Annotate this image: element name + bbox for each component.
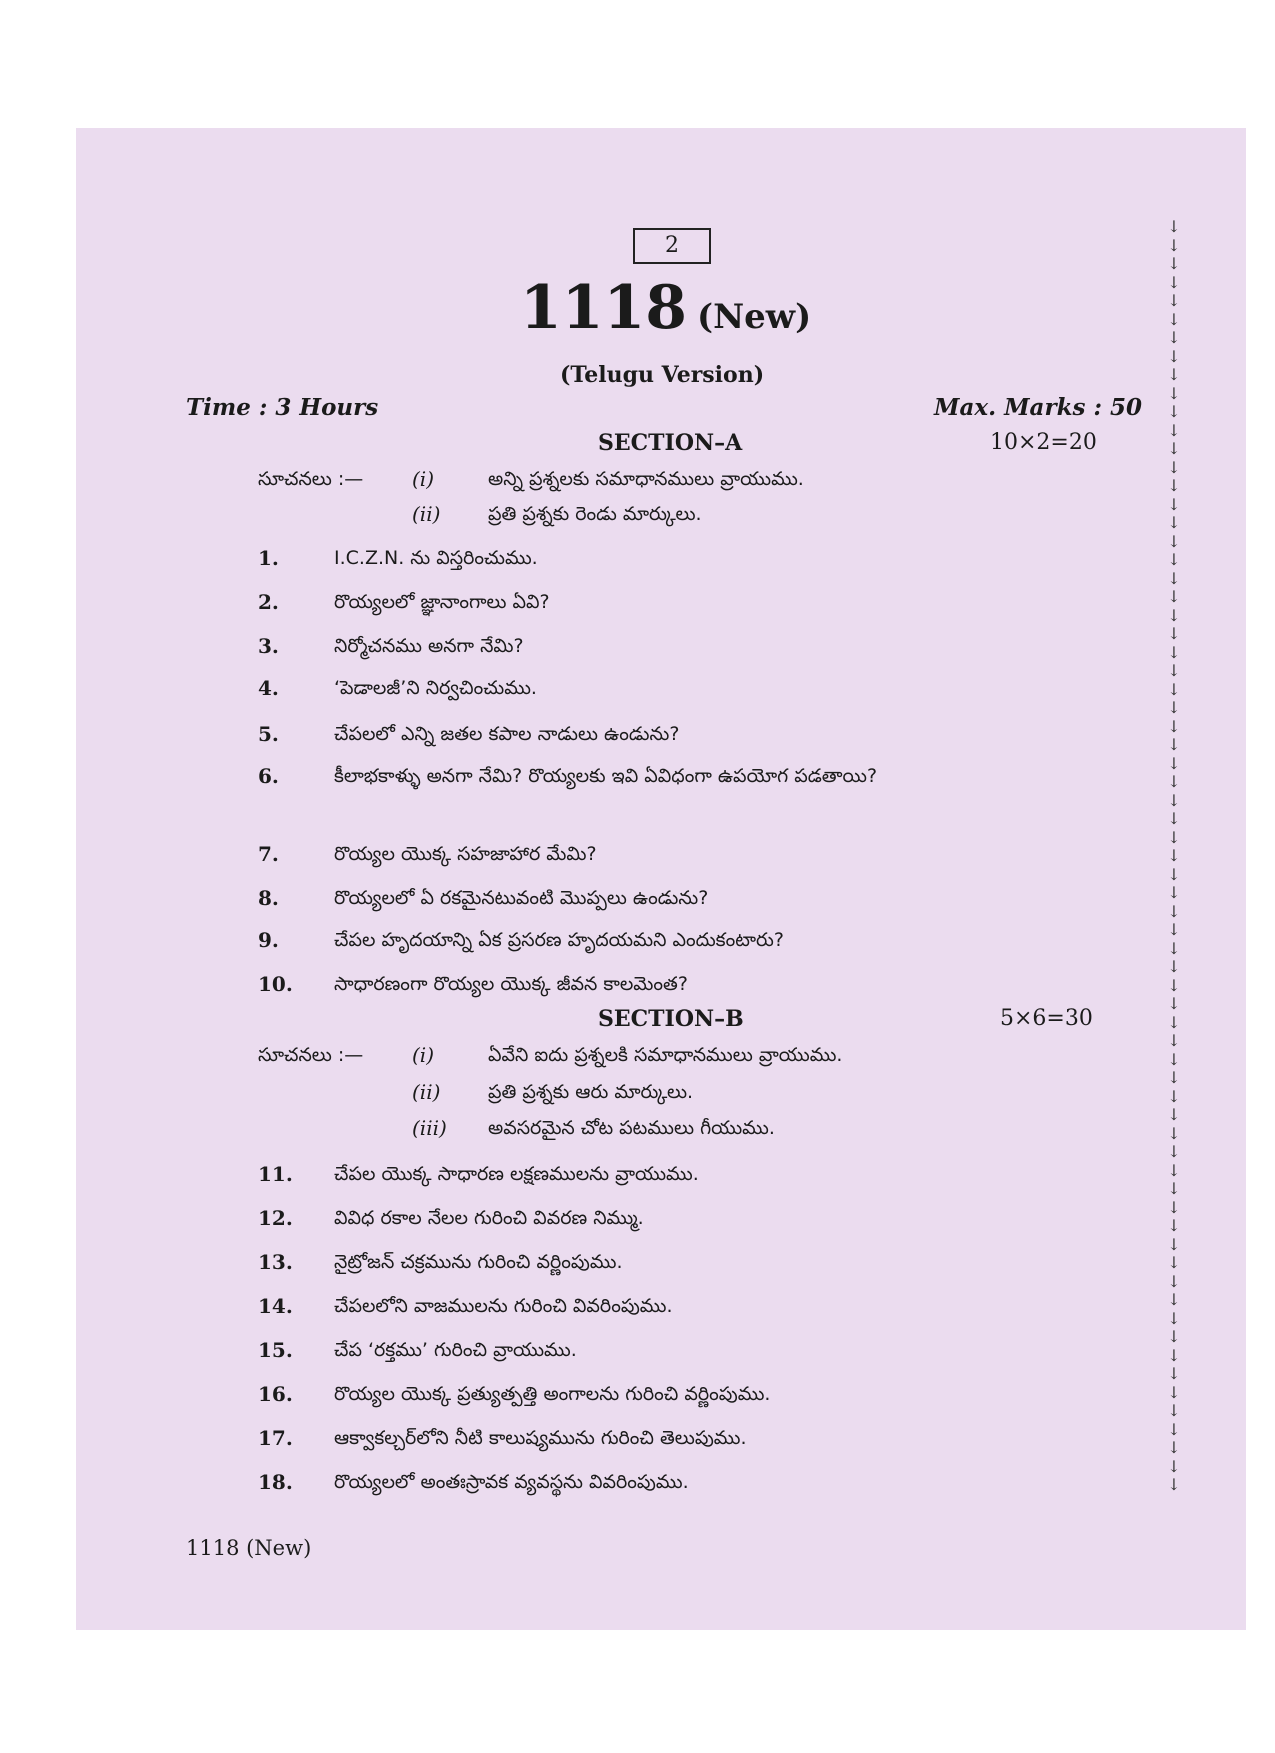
question-number: 17.: [258, 1426, 293, 1450]
time-allowed: Time : 3 Hours: [186, 394, 379, 421]
section-a-marks: 10×2=20: [990, 430, 1097, 455]
question-text: వివిధ రకాల నేలల గురించి వివరణ నిమ్ము.: [334, 1207, 644, 1229]
question-text: చేపల యొక్క సాధారణ లక్షణములను వ్రాయుము.: [334, 1163, 699, 1185]
down-arrow-icon: ↓: [1167, 1086, 1181, 1106]
question-number: 3.: [258, 634, 279, 658]
question-number: 1.: [258, 546, 279, 570]
down-arrow-icon: ↓: [1167, 938, 1181, 958]
down-arrow-icon: ↓: [1167, 605, 1181, 625]
down-arrow-icon: ↓: [1167, 975, 1181, 995]
down-arrow-icon: ↓: [1167, 901, 1181, 921]
down-arrow-icon: ↓: [1167, 679, 1181, 699]
section-b-instruction-num: (ii): [412, 1080, 441, 1104]
section-b-instruction-num: (iii): [412, 1116, 447, 1140]
down-arrow-icon: ↓: [1167, 809, 1181, 828]
down-arrow-icon: ↓: [1167, 1308, 1181, 1328]
down-arrow-icon: ↓: [1167, 920, 1181, 939]
down-arrow-icon: ↓: [1167, 550, 1181, 569]
down-arrow-icon: ↓: [1167, 1290, 1181, 1309]
down-arrow-icon: ↓: [1167, 1401, 1181, 1420]
paper-code-title: [520, 273, 812, 343]
question-number: 14.: [258, 1294, 293, 1318]
down-arrow-icon: ↓: [1167, 790, 1181, 810]
down-arrow-icon: ↓: [1167, 494, 1181, 514]
down-arrow-icon: ↓: [1167, 1456, 1181, 1476]
down-arrow-icon: ↓: [1167, 217, 1181, 236]
question-text: I.C.Z.N. ను విస్తరించుము.: [334, 547, 538, 569]
down-arrow-icon: ↓: [1167, 235, 1181, 255]
section-b-instructions-label: సూచనలు :—: [258, 1044, 364, 1066]
down-arrow-icon: ↓: [1167, 365, 1181, 384]
down-arrow-icon: ↓: [1167, 1382, 1181, 1402]
question-number: 16.: [258, 1382, 293, 1406]
down-arrow-icon: ↓: [1167, 1438, 1181, 1457]
question-number: 12.: [258, 1206, 293, 1230]
down-arrow-icon: ↓: [1167, 1419, 1181, 1439]
question-text: చేపలలోని వాజములను గురించి వివరింపుము.: [334, 1295, 673, 1317]
section-b-instruction: అవసరమైన చోట పటములు గీయుము.: [488, 1117, 775, 1139]
down-arrow-icon: ↓: [1167, 1068, 1181, 1087]
down-arrow-icon: ↓: [1167, 1234, 1181, 1254]
question-text: రొయ్యలలో అంతఃస్రావక వ్యవస్థను వివరింపుము.: [334, 1471, 689, 1493]
paper-code: 1118: [520, 273, 687, 343]
down-arrow-icon: ↓: [1167, 328, 1181, 347]
down-arrow-icon: ↓: [1167, 994, 1181, 1013]
page-number-box: 2: [633, 228, 711, 264]
down-arrow-icon: ↓: [1167, 716, 1181, 736]
question-number: 7.: [258, 842, 279, 866]
down-arrow-icon: ↓: [1167, 568, 1181, 588]
down-arrow-icon: ↓: [1167, 1197, 1181, 1217]
question-text: కీలాభకాళ్ళు అనగా నేమి? రొయ్యలకు ఇవి ఏవిధంగా ఉపయోగ పడతాయి?: [334, 765, 878, 787]
question-number: 13.: [258, 1250, 293, 1274]
down-arrow-icon: ↓: [1167, 735, 1181, 754]
down-arrow-icon: ↓: [1167, 272, 1181, 292]
down-arrow-icon: ↓: [1167, 1271, 1181, 1291]
down-arrow-icon: ↓: [1167, 772, 1181, 791]
section-b-instruction: ప్రతి ప్రశ్నకు ఆరు మార్కులు.: [488, 1081, 694, 1103]
down-arrow-icon: ↓: [1167, 624, 1181, 643]
section-b-marks: 5×6=30: [1000, 1006, 1093, 1031]
question-text: రొయ్యల యొక్క సహజాహార మేమి?: [334, 843, 597, 865]
question-number: 5.: [258, 722, 279, 746]
down-arrow-icon: ↓: [1167, 1345, 1181, 1365]
down-arrow-icon: ↓: [1167, 439, 1181, 458]
down-arrow-icon: ↓: [1167, 661, 1181, 680]
down-arrow-icon: ↓: [1167, 883, 1181, 902]
down-arrow-icon: ↓: [1167, 1031, 1181, 1050]
question-number: 15.: [258, 1338, 293, 1362]
down-arrow-icon: ↓: [1167, 1364, 1181, 1383]
down-arrow-icon: ↓: [1167, 476, 1181, 495]
down-arrow-icon: ↓: [1167, 1216, 1181, 1235]
down-arrow-icon: ↓: [1167, 864, 1181, 884]
down-arrow-icon: ↓: [1167, 513, 1181, 532]
down-arrow-icon: ↓: [1167, 642, 1181, 662]
question-number: 4.: [258, 676, 279, 700]
down-arrow-icon: ↓: [1167, 1012, 1181, 1032]
question-text: రొయ్యలలో జ్ఞానాంగాలు ఏవి?: [334, 591, 550, 613]
section-a-instruction: ప్రతి ప్రశ్నకు రెండు మార్కులు.: [488, 503, 702, 525]
footer-paper-code: 1118 (New): [186, 1536, 312, 1560]
down-arrow-icon: ↓: [1167, 1253, 1181, 1272]
down-arrow-icon: ↓: [1167, 457, 1181, 477]
down-arrow-icon: ↓: [1167, 698, 1181, 717]
question-text: చేపల హృదయాన్ని ఏక ప్రసరణ హృదయమని ఎందుకంటారు?: [334, 929, 784, 951]
down-arrow-icon: ↓: [1167, 827, 1181, 847]
question-number: 9.: [258, 928, 279, 952]
down-arrow-icon: ↓: [1167, 1327, 1181, 1346]
down-arrow-icon: ↓: [1167, 309, 1181, 329]
question-number: 8.: [258, 886, 279, 910]
down-arrow-icon: ↓: [1167, 254, 1181, 273]
question-text: చేపలలో ఎన్ని జతల కపాల నాడులు ఉండును?: [334, 723, 680, 745]
down-arrow-icon: ↓: [1167, 753, 1181, 773]
question-text: చేప ‘రక్తము’ గురించి వ్రాయుము.: [334, 1339, 577, 1361]
paper-code-suffix: (New): [697, 297, 812, 337]
down-arrow-icon: ↓: [1167, 846, 1181, 865]
question-number: 2.: [258, 590, 279, 614]
down-arrow-icon: ↓: [1167, 587, 1181, 606]
down-arrow-icon: ↓: [1167, 1475, 1181, 1494]
question-text: నిర్మోచనము అనగా నేమి?: [334, 635, 524, 657]
down-arrow-icon: ↓: [1167, 1179, 1181, 1198]
section-b-instruction-num: (i): [412, 1043, 435, 1067]
down-arrow-icon: ↓: [1167, 383, 1181, 403]
question-number: 10.: [258, 972, 293, 996]
down-arrow-icon: ↓: [1167, 1049, 1181, 1069]
down-arrow-icon: ↓: [1167, 1142, 1181, 1161]
down-arrow-icon: ↓: [1167, 420, 1181, 440]
down-arrow-icon: ↓: [1167, 346, 1181, 366]
section-a-title: SECTION–A: [598, 430, 743, 456]
down-arrow-icon: ↓: [1167, 1160, 1181, 1180]
section-a-instruction-num: (ii): [412, 502, 441, 526]
question-text: సాధారణంగా రొయ్యల యొక్క జీవన కాలమెంత?: [334, 973, 688, 995]
section-a-instructions-label: సూచనలు :—: [258, 468, 364, 490]
question-number: 6.: [258, 764, 279, 788]
version-label: (Telugu Version): [560, 362, 765, 388]
section-b-title: SECTION–B: [598, 1006, 744, 1032]
question-text: ‘పెడాలజీ’ని నిర్వచించుము.: [334, 677, 537, 699]
section-b-instruction: ఏవేని ఐదు ప్రశ్నలకి సమాధానములు వ్రాయుము.: [488, 1044, 843, 1066]
down-arrow-icon: ↓: [1167, 957, 1181, 976]
margin-arrow-column: [1162, 218, 1186, 1495]
down-arrow-icon: ↓: [1167, 402, 1181, 421]
question-text: ఆక్వాకల్చర్‌లోని నీటి కాలుష్యమును గురించి తెలుపుము.: [334, 1427, 747, 1449]
down-arrow-icon: ↓: [1167, 291, 1181, 310]
question-text: నైట్రోజన్ చక్రమును గురించి వర్ణింపుము.: [334, 1251, 623, 1273]
down-arrow-icon: ↓: [1167, 1105, 1181, 1124]
down-arrow-icon: ↓: [1167, 531, 1181, 551]
question-text: రొయ్యలలో ఏ రకమైనటువంటి మొప్పలు ఉండును?: [334, 887, 709, 909]
question-number: 18.: [258, 1470, 293, 1494]
section-a-instruction: అన్ని ప్రశ్నలకు సమాధానములు వ్రాయుము.: [488, 468, 804, 490]
down-arrow-icon: ↓: [1167, 1123, 1181, 1143]
question-text: రొయ్యల యొక్క ప్రత్యుత్పత్తి అంగాలను గురించి వర్ణింపుము.: [334, 1383, 771, 1405]
question-number: 11.: [258, 1162, 293, 1186]
section-a-instruction-num: (i): [412, 467, 435, 491]
max-marks: Max. Marks : 50: [934, 394, 1142, 421]
